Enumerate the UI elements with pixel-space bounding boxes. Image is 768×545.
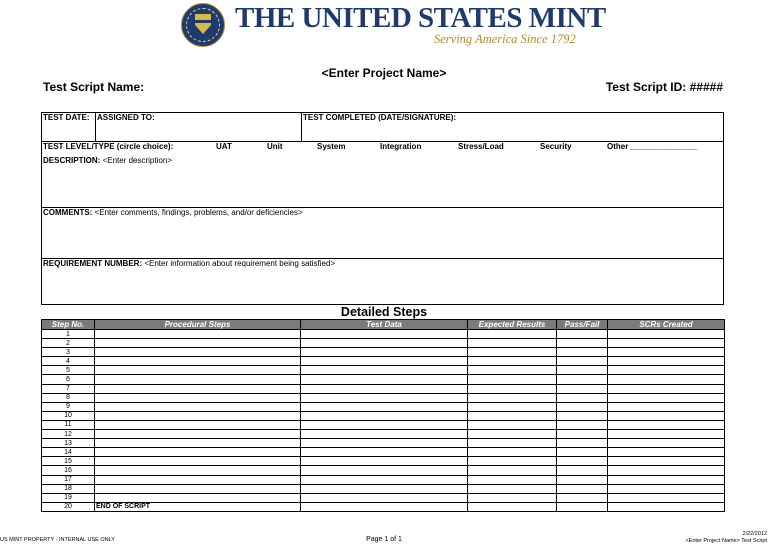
table-row: [42, 402, 725, 411]
step-cell[interactable]: [608, 475, 725, 484]
step-cell[interactable]: [608, 466, 725, 475]
step-cell[interactable]: [301, 348, 468, 357]
step-cell[interactable]: [95, 430, 301, 439]
step-cell[interactable]: [468, 493, 557, 502]
table-row: [42, 475, 725, 484]
step-cell[interactable]: [608, 366, 725, 375]
step-cell[interactable]: [95, 457, 301, 466]
step-cell[interactable]: [557, 484, 608, 493]
step-cell[interactable]: [95, 366, 301, 375]
step-cell[interactable]: [468, 330, 557, 339]
step-cell[interactable]: [301, 420, 468, 429]
step-cell[interactable]: [95, 475, 301, 484]
step-cell[interactable]: [301, 330, 468, 339]
step-number: 15: [42, 457, 95, 466]
step-cell[interactable]: [557, 411, 608, 420]
step-cell[interactable]: [608, 420, 725, 429]
step-cell[interactable]: [301, 402, 468, 411]
assigned-to-label: ASSIGNED TO:: [97, 113, 155, 122]
footer-date: 2/22/2012: [742, 531, 767, 537]
step-number: 1: [42, 330, 95, 339]
project-name: <Enter Project Name>: [321, 66, 447, 80]
end-of-script-label: END OF SCRIPT: [95, 502, 301, 511]
step-cell[interactable]: [608, 411, 725, 420]
step-cell[interactable]: [608, 339, 725, 348]
col-expected-results: Expected Results: [468, 320, 557, 330]
table-row: [42, 420, 725, 429]
table-row: [42, 393, 725, 402]
step-cell[interactable]: [468, 484, 557, 493]
step-cell[interactable]: [95, 375, 301, 384]
step-cell[interactable]: [608, 375, 725, 384]
comments-value: <Enter comments, findings, problems, and/or deficiencies>: [94, 208, 303, 217]
step-cell[interactable]: [301, 366, 468, 375]
step-number: 5: [42, 366, 95, 375]
step-number: 9: [42, 402, 95, 411]
level-unit[interactable]: Unit: [267, 142, 283, 151]
step-cell[interactable]: [301, 393, 468, 402]
step-cell[interactable]: [95, 384, 301, 393]
step-number: 4: [42, 357, 95, 366]
step-cell[interactable]: [468, 375, 557, 384]
table-row: [42, 484, 725, 493]
step-cell[interactable]: [301, 475, 468, 484]
footer-left: US MINT PROPERTY - INTERNAL USE ONLY: [0, 537, 115, 543]
step-number: 7: [42, 384, 95, 393]
logo-title: THE UNITED STATES MINT: [235, 2, 606, 34]
step-number: 18: [42, 484, 95, 493]
detailed-steps-title: Detailed Steps: [340, 305, 428, 319]
step-cell[interactable]: [301, 384, 468, 393]
step-cell[interactable]: [468, 448, 557, 457]
step-number: 3: [42, 348, 95, 357]
step-cell[interactable]: [301, 493, 468, 502]
description-label: DESCRIPTION:: [43, 156, 101, 165]
step-cell[interactable]: [468, 411, 557, 420]
step-cell[interactable]: [301, 375, 468, 384]
step-cell[interactable]: [608, 330, 725, 339]
step-cell[interactable]: [95, 448, 301, 457]
step-cell[interactable]: [301, 411, 468, 420]
step-number: 19: [42, 493, 95, 502]
description-field[interactable]: [43, 156, 172, 165]
level-integration[interactable]: Integration: [380, 142, 422, 151]
step-cell[interactable]: [301, 430, 468, 439]
table-row: [42, 457, 725, 466]
step-number: 17: [42, 475, 95, 484]
step-number: 14: [42, 448, 95, 457]
table-row: [42, 339, 725, 348]
us-mint-seal-logo: [181, 3, 225, 47]
step-number: 13: [42, 439, 95, 448]
test-level-label: TEST LEVEL/TYPE (circle choice):: [43, 142, 174, 151]
step-cell[interactable]: [557, 466, 608, 475]
level-stress-load[interactable]: Stress/Load: [458, 142, 504, 151]
step-cell[interactable]: [95, 484, 301, 493]
step-cell[interactable]: [608, 448, 725, 457]
step-cell[interactable]: [608, 402, 725, 411]
step-cell[interactable]: [557, 402, 608, 411]
test-completed-label: TEST COMPLETED (DATE/SIGNATURE):: [303, 113, 457, 122]
step-cell[interactable]: [608, 384, 725, 393]
step-cell[interactable]: [95, 393, 301, 402]
table-row: [42, 430, 725, 439]
step-cell[interactable]: [557, 430, 608, 439]
table-row: [42, 411, 725, 420]
step-cell[interactable]: [468, 366, 557, 375]
test-script-name-label: Test Script Name:: [43, 80, 145, 94]
test-date-label: TEST DATE:: [43, 113, 90, 122]
step-cell[interactable]: [608, 348, 725, 357]
step-cell[interactable]: [95, 411, 301, 420]
logo-tagline: Serving America Since 1792: [434, 32, 576, 46]
step-cell[interactable]: [557, 384, 608, 393]
detailed-steps-table: [41, 319, 725, 512]
step-cell[interactable]: [557, 357, 608, 366]
step-cell[interactable]: [95, 348, 301, 357]
requirement-field[interactable]: [43, 259, 335, 268]
step-cell[interactable]: [95, 420, 301, 429]
col-test-data: Test Data: [301, 320, 468, 330]
step-cell[interactable]: [557, 348, 608, 357]
step-cell[interactable]: [468, 439, 557, 448]
table-row: [42, 493, 725, 502]
step-cell[interactable]: [608, 502, 725, 511]
step-number: 6: [42, 375, 95, 384]
step-number: 8: [42, 393, 95, 402]
table-row: [42, 330, 725, 339]
step-cell[interactable]: [557, 439, 608, 448]
table-row: [42, 357, 725, 366]
step-cell[interactable]: [557, 475, 608, 484]
step-cell[interactable]: [95, 339, 301, 348]
step-number: 11: [42, 420, 95, 429]
step-cell[interactable]: [301, 448, 468, 457]
step-cell[interactable]: [468, 357, 557, 366]
step-cell[interactable]: [301, 502, 468, 511]
step-cell[interactable]: [95, 357, 301, 366]
level-uat[interactable]: UAT: [216, 142, 232, 151]
col-pass-fail: Pass/Fail: [557, 320, 608, 330]
table-row: [42, 448, 725, 457]
step-cell[interactable]: [301, 466, 468, 475]
step-cell[interactable]: [557, 457, 608, 466]
step-cell[interactable]: [468, 430, 557, 439]
step-cell[interactable]: [557, 366, 608, 375]
table-row: [42, 466, 725, 475]
table-row: [42, 502, 725, 511]
step-cell[interactable]: [468, 339, 557, 348]
table-row: [42, 375, 725, 384]
step-cell[interactable]: [468, 393, 557, 402]
step-cell[interactable]: [468, 384, 557, 393]
divider: [301, 113, 302, 141]
step-number: 12: [42, 430, 95, 439]
step-cell[interactable]: [608, 457, 725, 466]
level-security[interactable]: Security: [540, 142, 572, 151]
step-cell[interactable]: [468, 502, 557, 511]
step-cell[interactable]: [301, 457, 468, 466]
step-cell[interactable]: [608, 393, 725, 402]
table-row: [42, 366, 725, 375]
step-cell[interactable]: [301, 439, 468, 448]
step-cell[interactable]: [557, 502, 608, 511]
requirement-label: REQUIREMENT NUMBER:: [43, 259, 143, 268]
level-system[interactable]: System: [317, 142, 346, 151]
step-cell[interactable]: [557, 375, 608, 384]
requirement-value: <Enter information about requirement being satisfied>: [144, 259, 336, 268]
step-cell[interactable]: [468, 466, 557, 475]
test-script-id: Test Script ID: #####: [605, 80, 723, 94]
step-cell[interactable]: [95, 439, 301, 448]
step-cell[interactable]: [608, 357, 725, 366]
table-row: [42, 348, 725, 357]
step-cell[interactable]: [557, 420, 608, 429]
step-number: 16: [42, 466, 95, 475]
comments-field[interactable]: [43, 208, 303, 217]
step-cell[interactable]: [608, 439, 725, 448]
step-cell[interactable]: [557, 493, 608, 502]
col-scrs-created: SCRs Created: [608, 320, 725, 330]
col-procedural-steps: Procedural Steps: [95, 320, 301, 330]
step-cell[interactable]: [608, 493, 725, 502]
table-row: [42, 384, 725, 393]
footer-right: <Enter Project Name> Test Script: [685, 538, 767, 544]
level-other[interactable]: Other _______________: [607, 142, 698, 151]
step-cell[interactable]: [95, 493, 301, 502]
table-row: [42, 439, 725, 448]
step-number: 20: [42, 502, 95, 511]
description-value: <Enter description>: [102, 156, 172, 165]
step-cell[interactable]: [95, 466, 301, 475]
step-cell[interactable]: [557, 448, 608, 457]
step-number: 2: [42, 339, 95, 348]
step-cell[interactable]: [468, 475, 557, 484]
col-step-no: Step No.: [42, 320, 95, 330]
step-cell[interactable]: [468, 457, 557, 466]
comments-label: COMMENTS:: [43, 208, 93, 217]
step-cell[interactable]: [95, 402, 301, 411]
test-info-form: [41, 112, 724, 305]
steps-header-row: [42, 320, 725, 330]
step-cell[interactable]: [468, 420, 557, 429]
step-cell[interactable]: [557, 339, 608, 348]
step-cell[interactable]: [95, 330, 301, 339]
step-number: 10: [42, 411, 95, 420]
step-cell[interactable]: [608, 430, 725, 439]
step-cell[interactable]: [468, 402, 557, 411]
step-cell[interactable]: [301, 484, 468, 493]
step-cell[interactable]: [608, 484, 725, 493]
divider: [95, 113, 96, 141]
step-cell[interactable]: [468, 348, 557, 357]
step-cell[interactable]: [557, 330, 608, 339]
step-cell[interactable]: [301, 357, 468, 366]
footer-page: Page 1 of 1: [366, 536, 402, 543]
step-cell[interactable]: [557, 393, 608, 402]
step-cell[interactable]: [301, 339, 468, 348]
